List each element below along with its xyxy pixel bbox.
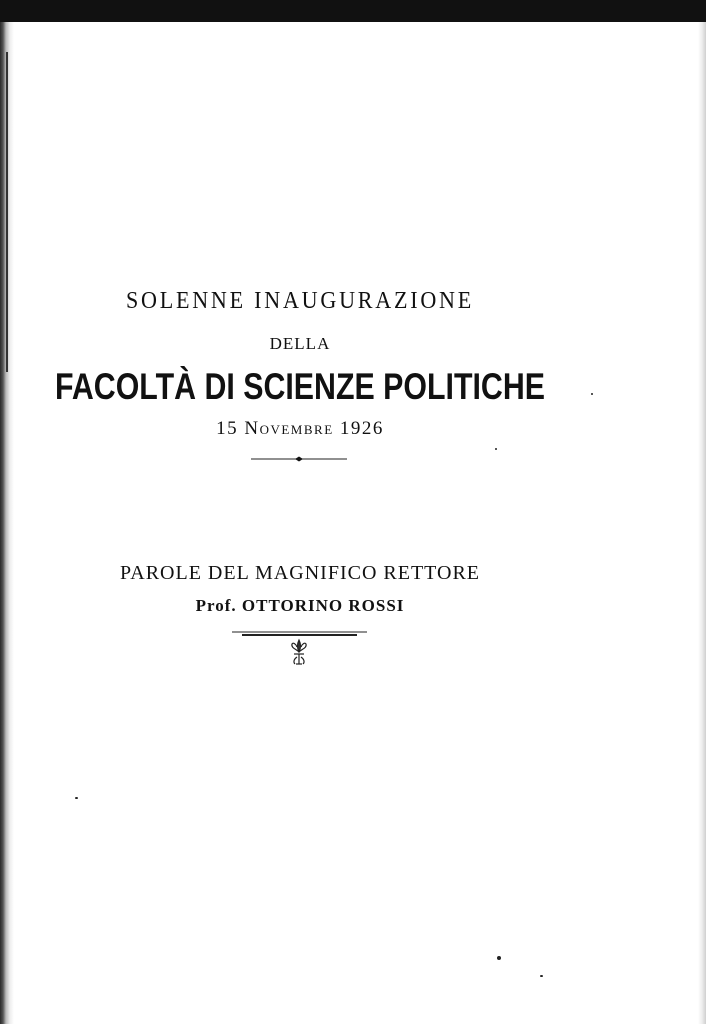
scan-speck bbox=[495, 448, 497, 450]
author-prefix: Prof. bbox=[195, 596, 237, 615]
scan-right-border bbox=[698, 22, 706, 1024]
speech-title: PAROLE DEL MAGNIFICO RETTORE bbox=[119, 562, 481, 584]
title-line-1: SOLENNE INAUGURAZIONE bbox=[125, 288, 475, 314]
date-day: 15 bbox=[216, 418, 239, 439]
scan-speck bbox=[497, 956, 501, 960]
date-year: 1926 bbox=[339, 418, 384, 439]
scan-left-border bbox=[0, 22, 14, 1024]
author-line bbox=[0, 596, 600, 616]
page-title: FACOLTÀ DI SCIENZE POLITICHE bbox=[55, 366, 545, 407]
binding-line bbox=[6, 52, 8, 372]
author-name: OTTORINO ROSSI bbox=[241, 596, 405, 615]
fleur-de-lis-icon bbox=[232, 630, 367, 672]
scan-speck bbox=[540, 975, 543, 977]
scan-top-border bbox=[0, 0, 706, 22]
scan-speck bbox=[75, 797, 78, 799]
divider-ornament bbox=[251, 456, 347, 462]
scan-speck bbox=[591, 393, 593, 395]
date-line bbox=[0, 418, 600, 440]
date-month: Novembre bbox=[244, 418, 334, 439]
title-line-2: DELLA bbox=[269, 334, 331, 353]
